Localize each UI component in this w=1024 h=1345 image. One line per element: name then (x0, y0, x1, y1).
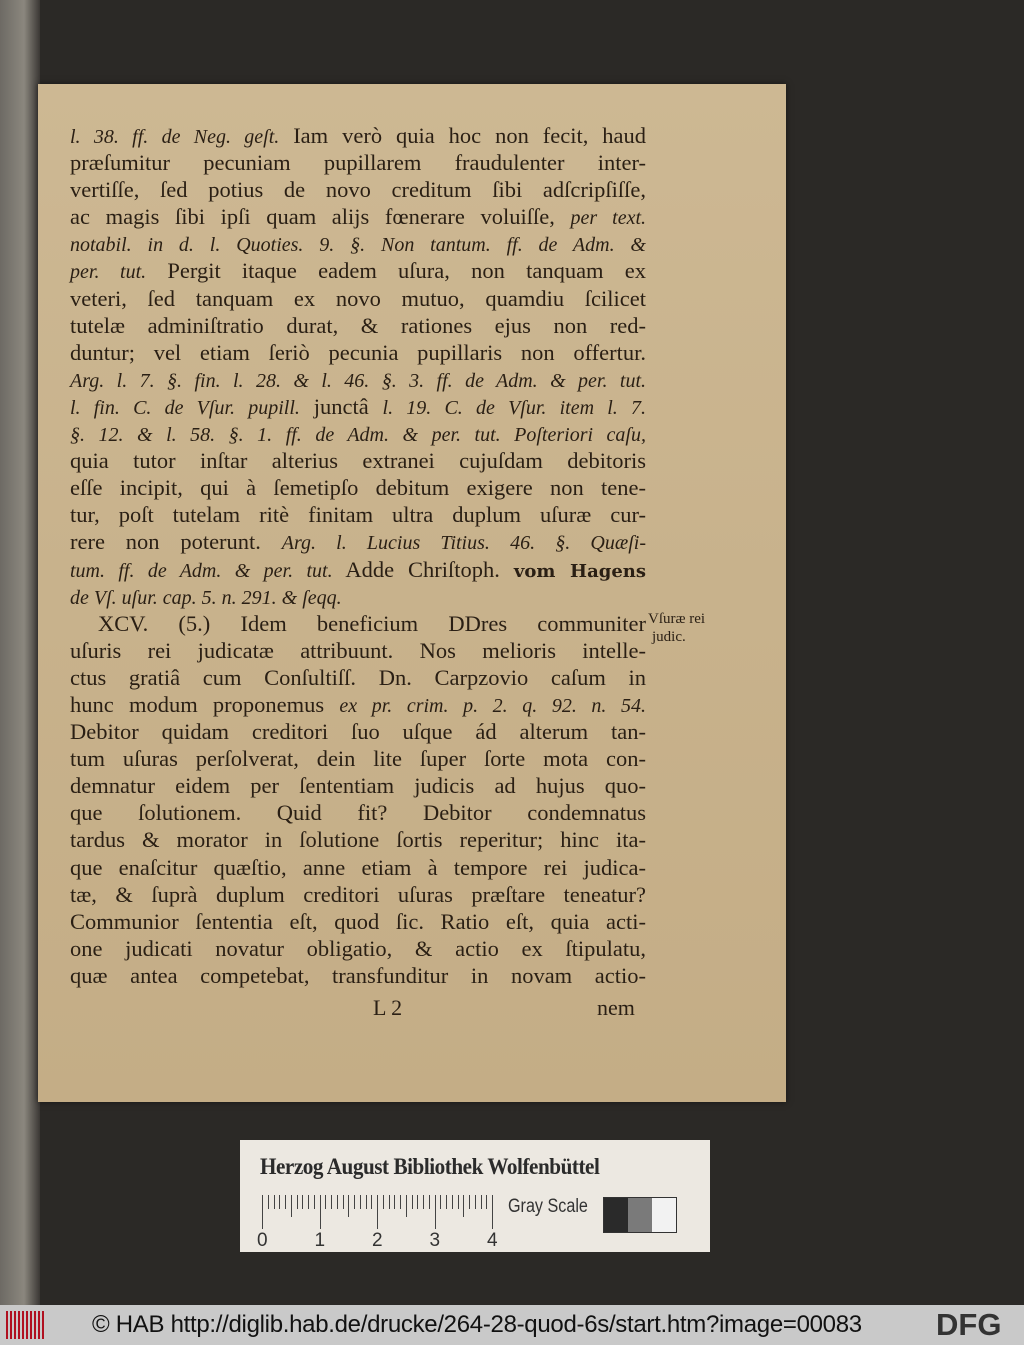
ruler-tick (331, 1195, 332, 1209)
gray-scale-swatch (603, 1197, 677, 1233)
text-line (70, 908, 646, 935)
italic-citation: tum. ff. de Adm. & per. tut. (70, 559, 333, 582)
italic-citation: de Vſ. uſur. cap. 5. n. 291. & ſeqq. (70, 586, 342, 609)
signature-mark: L 2 (373, 995, 403, 1020)
scale-ruler (262, 1195, 492, 1229)
italic-citation: per text. (570, 207, 647, 230)
ruler-number: 3 (429, 1230, 441, 1251)
text-line (70, 637, 646, 664)
text-line (70, 474, 646, 501)
text-segment: tum uſuras perſolverat, dein lite ſuper ſorte mota con- (70, 746, 646, 772)
text-line (70, 230, 646, 257)
ruler-tick (452, 1195, 453, 1209)
text-line (70, 285, 646, 312)
ruler-tick (274, 1195, 275, 1209)
ruler-tick (417, 1195, 418, 1209)
ruler-tick (343, 1195, 344, 1209)
text-segment: hunc modum proponemus (70, 691, 340, 717)
ruler-tick (383, 1195, 384, 1209)
ruler-tick (406, 1195, 407, 1217)
text-segment: Debitor quidam creditori ſuo uſque ád alterum tan- (70, 719, 646, 745)
italic-citation: l. fin. C. de Vſur. pupill. (70, 396, 300, 419)
ruler-tick (481, 1195, 482, 1209)
text-line (70, 854, 646, 881)
ruler-tick (412, 1195, 413, 1209)
italic-citation: Arg. l. 7. §. fin. l. 28. & l. 46. §. 3. ff. de Adm. & per. tut. (70, 369, 646, 392)
text-line (70, 691, 646, 718)
ruler-tick (371, 1195, 372, 1209)
text-segment: ac magis ſibi ipſi quam alijs fœnerare voluiſſe, (70, 204, 571, 230)
hab-logo-icon (6, 1311, 46, 1339)
ruler-tick (486, 1195, 487, 1209)
text-segment: tæ, & ſuprà duplum creditori uſuras præſtare teneatur? (70, 881, 646, 907)
text-line (70, 664, 646, 691)
ruler-tick (463, 1195, 464, 1217)
ruler-tick (285, 1195, 286, 1209)
text-segment: quæ antea competebat, transfunditur in novam actio- (70, 962, 646, 988)
ruler-tick (423, 1195, 424, 1209)
gray-swatch-block (604, 1198, 628, 1232)
text-line (70, 610, 646, 637)
text-segment: Pergit itaque eadem uſura, non tanquam ex (146, 258, 647, 284)
ruler-tick (446, 1195, 447, 1209)
ruler-tick (302, 1195, 303, 1209)
ruler-tick (377, 1195, 378, 1229)
library-name: Herzog August Bibliothek Wolfenbüttel (260, 1154, 600, 1179)
footer-bar (0, 1305, 1024, 1345)
text-line (70, 745, 646, 772)
ruler-number: 1 (314, 1230, 326, 1251)
text-segment: tur, poſt tutelam ritè finitam ultra duplum uſuræ cur- (70, 502, 646, 528)
ruler-number: 0 (257, 1230, 268, 1251)
ruler-tick (308, 1195, 309, 1209)
text-segment: Iam verò quia hoc non fecit, haud (279, 123, 647, 148)
text-line (70, 799, 646, 826)
text-segment: junctâ (299, 393, 383, 419)
text-line (70, 393, 646, 420)
ruler-tick (279, 1195, 280, 1209)
text-segment: ctus gratiâ cum Conſultiſſ. Dn. Carpzovio caſum in (70, 664, 646, 690)
text-line (70, 339, 646, 366)
text-segment: que enaſcitur quæſtio, anne etiam à tempore rei judica- (70, 854, 646, 880)
ruler-tick (394, 1195, 395, 1209)
ruler-tick (360, 1195, 361, 1209)
text-segment: que ſolutionem. Quid fit? Debitor condemnatus (70, 800, 646, 826)
ruler-tick (262, 1195, 263, 1229)
ruler-tick (440, 1195, 441, 1209)
ruler-tick (475, 1195, 476, 1209)
text-line (70, 257, 646, 284)
text-segment: eſſe incipit, qui à ſemetipſo debitum exigere non tene- (70, 475, 646, 501)
margin-note-line: judic. (652, 629, 686, 645)
ruler-tick (297, 1195, 298, 1209)
text-segment: Adde Chriſtoph. (332, 556, 514, 582)
italic-citation: §. 12. & l. 58. §. 1. ff. de Adm. & per. tut. Poſteriori caſu, (70, 424, 646, 447)
ruler-tick (458, 1195, 459, 1209)
text-segment: tardus & morator in ſolutione ſortis reperitur; hinc ita- (70, 827, 646, 853)
ruler-tick (400, 1195, 401, 1209)
text-line (70, 420, 646, 447)
text-segment: Communior ſententia eſt, quod ſic. Ratio eſt, quia acti- (70, 908, 646, 934)
ruler-number: 4 (487, 1230, 498, 1251)
gray-swatch-block (652, 1198, 676, 1232)
ruler-tick (320, 1195, 321, 1229)
gray-swatch-block (628, 1198, 652, 1232)
text-line (70, 149, 646, 176)
text-segment: veteri, ſed tanquam ex novo mutuo, quamdiu ſcilicet (70, 285, 646, 311)
text-line (70, 366, 646, 393)
text-segment: tutelæ adminiſtratio durat, & rationes ejus non red- (70, 312, 646, 338)
ruler-tick (348, 1195, 349, 1217)
copyright-url[interactable]: © HAB http://diglib.hab.de/drucke/264-28-quod-6s/start.htm?image=00083 (92, 1311, 862, 1338)
text-line (70, 312, 646, 339)
text-line (70, 528, 646, 555)
text-segment: vom Hagens (513, 560, 646, 582)
italic-citation: ex pr. crim. p. 2. q. 92. n. 54. (339, 694, 646, 717)
library-color-card (240, 1140, 710, 1252)
ruler-number: 2 (372, 1230, 383, 1251)
text-line (70, 881, 646, 908)
italic-citation: notabil. in d. l. Quoties. 9. §. Non tantum. ff. de Adm. & (70, 234, 646, 257)
ruler-tick (325, 1195, 326, 1209)
text-segment: uſuris rei judicatæ attribuunt. Nos melioris intelle- (70, 637, 646, 663)
margin-note-line: Vſuræ rei (648, 611, 706, 627)
ruler-tick (354, 1195, 355, 1209)
text-line (70, 556, 646, 583)
text-segment: præſumitur pecuniam pupillarem fraudulenter inter- (70, 150, 646, 176)
ruler-tick (291, 1195, 292, 1217)
text-line (70, 772, 646, 799)
text-line (70, 935, 646, 962)
dfg-logo: DFG (936, 1307, 1002, 1342)
ruler-tick (337, 1195, 338, 1209)
text-segment: one judicati novatur obligatio, & actio ex ſtipulatu, (70, 935, 646, 961)
text-line (70, 501, 646, 528)
text-segment: rere non poterunt. (70, 529, 282, 555)
text-segment: quia tutor inſtar alterius extranei cujuſdam debitoris (70, 448, 646, 474)
ruler-tick (492, 1195, 493, 1229)
text-line (70, 962, 646, 989)
italic-citation: l. 19. C. de Vſur. item l. 7. (382, 396, 646, 419)
book-spine-edge (0, 0, 40, 1305)
text-line (70, 447, 646, 474)
ruler-tick (314, 1195, 315, 1209)
text-segment: vertiſſe, ſed potius de novo creditum ſibi adſcripſiſſe, (70, 177, 646, 203)
text-line (70, 826, 646, 853)
ruler-tick (366, 1195, 367, 1209)
text-segment: XCV. (5.) Idem beneficium DDres communiter (98, 610, 646, 636)
text-line (70, 176, 646, 203)
italic-citation: Arg. l. Lucius Titius. 46. §. Quæſi- (281, 532, 646, 555)
text-line (70, 122, 646, 149)
ruler-tick (469, 1195, 470, 1209)
text-segment: duntur; vel etiam ſeriò pecunia pupillaris non offertur. (70, 339, 646, 365)
ruler-tick (435, 1195, 436, 1229)
italic-citation: l. 38. ff. de Neg. geſt. (70, 126, 280, 148)
text-line (70, 583, 646, 610)
catchword: nem (597, 995, 635, 1020)
italic-citation: per. tut. (70, 261, 147, 284)
text-line (70, 203, 646, 230)
page-text-body (70, 122, 646, 989)
ruler-tick (268, 1195, 269, 1209)
gray-scale-label: Gray Scale (508, 1196, 588, 1217)
text-segment: demnatur eidem per ſententiam judicis ad hujus quo- (70, 773, 646, 799)
margin-note (648, 610, 705, 646)
text-line (70, 718, 646, 745)
ruler-tick (429, 1195, 430, 1209)
ruler-tick (389, 1195, 390, 1209)
